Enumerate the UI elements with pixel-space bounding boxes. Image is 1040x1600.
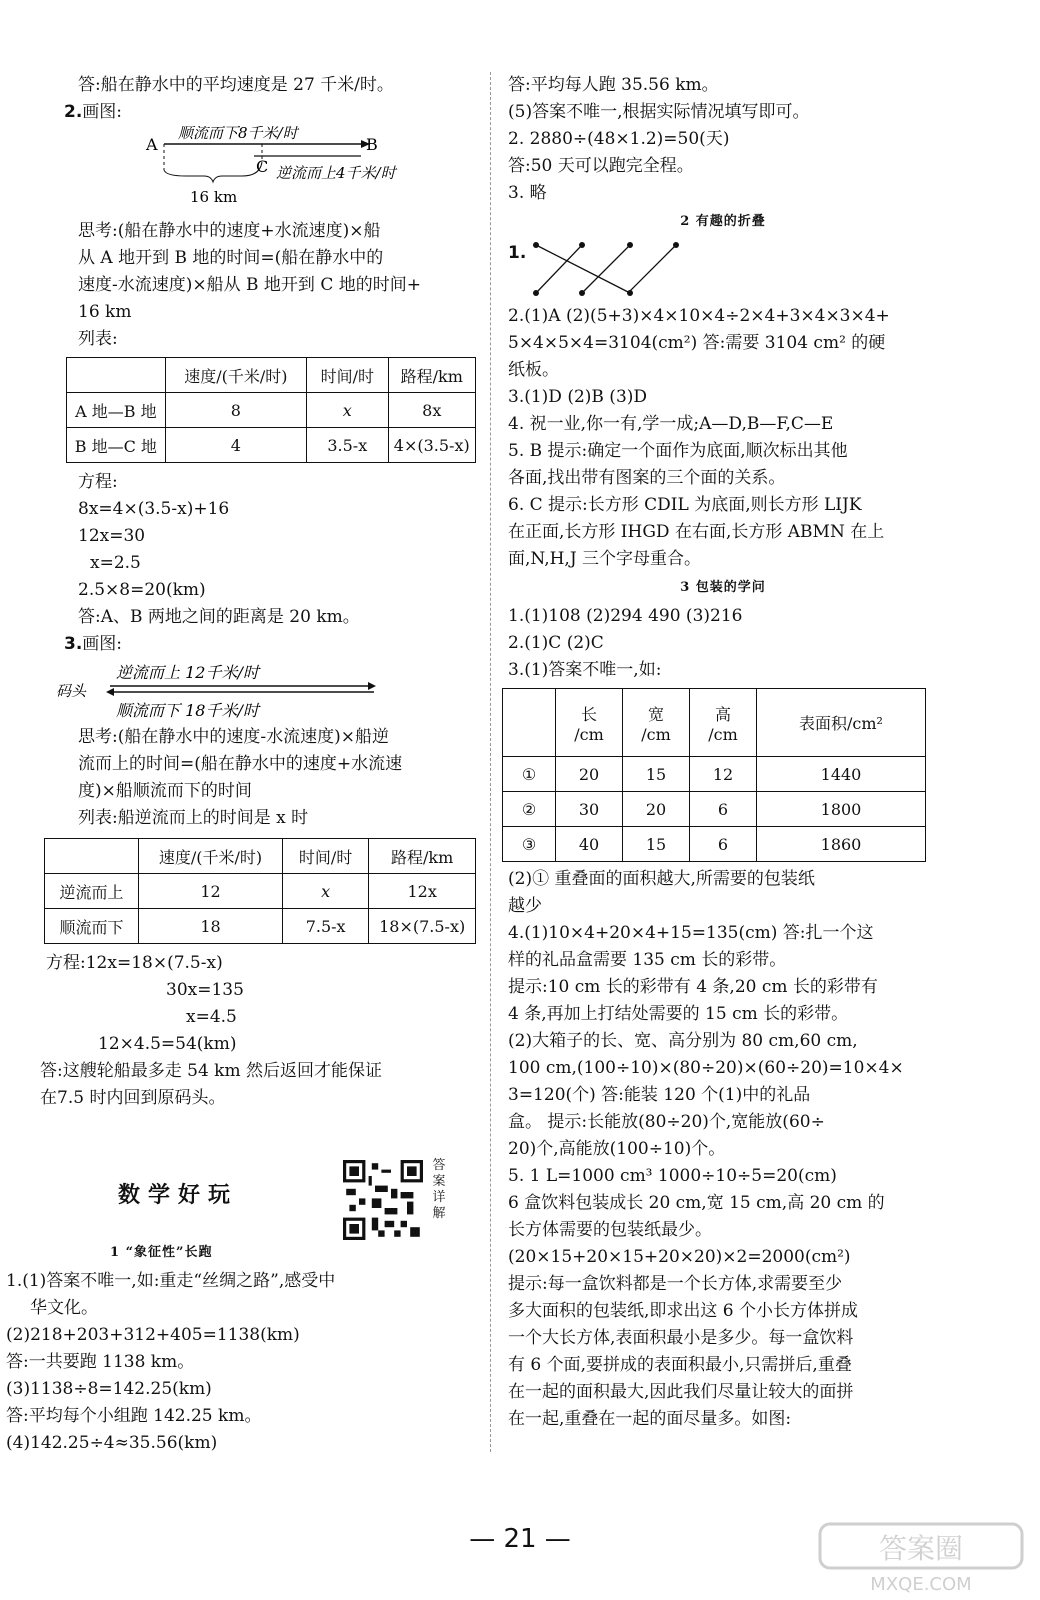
- answer-line: 答:平均每个小组跑 142.25 km。: [6, 1406, 262, 1426]
- answer-line: 4. 祝一业,你一有,学一成;A—D,B—F,C—E: [508, 414, 834, 434]
- table-river: [44, 838, 476, 944]
- think-line: 速度-水流速度)×船从 B 地开到 C 地的时间+: [78, 275, 421, 295]
- answer-line: 6. C 提示:长方形 CDIL 为底面,则长方形 LIJK: [508, 495, 862, 515]
- table-cell: 时间/时: [282, 839, 368, 874]
- hint-line: 4 条,再加上打结处需要的 15 cm 长的彩带。: [508, 1004, 849, 1024]
- question-label: 画图:: [82, 102, 123, 122]
- svg-text:MXQE.COM: MXQE.COM: [870, 1574, 972, 1595]
- table-cell: 15: [623, 827, 690, 862]
- answer-line: 100 cm,(100÷10)×(80÷20)×(60÷20)=10×4×: [508, 1058, 904, 1078]
- table-cell: 逆流而上: [45, 874, 139, 909]
- answer-line: 1.(1)答案不唯一,如:重走“丝绸之路”,感受中: [6, 1271, 336, 1291]
- table-cell: 4: [165, 428, 306, 463]
- table-cell: 8: [165, 393, 306, 428]
- answer-line: 5. 1 L=1000 cm³ 1000÷10÷5=20(cm): [508, 1166, 837, 1186]
- left-column-bottom: [6, 1238, 476, 1457]
- equation-label: 方程:: [78, 472, 118, 492]
- answer-line: 答:A、B 两地之间的距离是 20 km。: [78, 607, 360, 627]
- table-cell: 6: [690, 827, 757, 862]
- table-cell: 6: [690, 792, 757, 827]
- left-column: [6, 72, 476, 1112]
- answer-line: 答:这艘轮船最多走 54 km 然后返回才能保证: [40, 1061, 382, 1081]
- qr-code-icon[interactable]: [343, 1160, 423, 1240]
- table-cell: 路程/km: [369, 839, 476, 874]
- table-cell: 速度/(千米/时): [139, 839, 283, 874]
- qr-caption: 答案详解: [432, 1158, 446, 1221]
- matching-lines-svg: [528, 237, 728, 303]
- answer-line: 4.(1)10×4+20×4+15=135(cm) 答:扎一个这: [508, 923, 874, 943]
- table-cell: 7.5-x: [282, 909, 368, 944]
- hint-line: 提示:每一盒饮料都是一个长方体,求需要至少: [508, 1274, 843, 1294]
- table-cell: 路程/km: [388, 358, 475, 393]
- table-cell: A 地—B 地: [67, 393, 166, 428]
- table-cell: 18: [139, 909, 283, 944]
- think-line: 思考:(船在静水中的速度+水流速度)×船: [78, 221, 381, 241]
- answer-line: (5)答案不唯一,根据实际情况填写即可。: [508, 102, 810, 122]
- answer-line: 5×4×5×4=3104(cm²) 答:需要 3104 cm² 的硬: [508, 333, 886, 353]
- table-cell: 15: [623, 757, 690, 792]
- answer-line: 各面,找出带有图案的三个面的关系。: [508, 468, 786, 488]
- table-surface-area: [502, 688, 926, 862]
- table-cell: 1800: [757, 792, 926, 827]
- equation-line: x=4.5: [186, 1007, 237, 1027]
- table-row: [67, 428, 476, 463]
- answer-line: (2)大箱子的长、宽、高分别为 80 cm,60 cm,: [508, 1031, 858, 1051]
- table-cell: 1440: [757, 757, 926, 792]
- think-line: 思考:(船在静水中的速度-水流速度)×船逆: [78, 727, 389, 747]
- answer-line: 样的礼品盒需要 135 cm 长的彩带。: [508, 950, 787, 970]
- answer-line: 答:船在静水中的平均速度是 27 千米/时。: [78, 75, 394, 95]
- question-label: 画图:: [82, 634, 123, 654]
- table-row: [45, 909, 476, 944]
- question-number: 1.: [508, 243, 527, 263]
- think-line: 16 km: [78, 302, 132, 322]
- table-cell: x: [307, 393, 388, 428]
- table-cell: 18×(7.5-x): [369, 909, 476, 944]
- dock-label: 码头: [56, 682, 87, 700]
- answer-line: 在正面,长方形 IHGD 在右面,长方形 ABMN 在上: [508, 522, 885, 542]
- table-row: [503, 827, 926, 862]
- answer-line: (4)142.25÷4≈35.56(km): [6, 1433, 218, 1453]
- answer-line: 3.(1)D (2)B (3)D: [508, 387, 648, 407]
- diagram-svg: [6, 126, 476, 218]
- page-number: — 21 —: [469, 1524, 571, 1554]
- table-cell: 1860: [757, 827, 926, 862]
- table-cell: 长 /cm: [556, 689, 623, 757]
- equation-line: 12×4.5=54(km): [98, 1034, 237, 1054]
- answer-line: 3.(1)答案不唯一,如:: [508, 660, 662, 680]
- answer-line: 长方体需要的包装纸最少。: [508, 1220, 712, 1240]
- arrowhead-down: [106, 688, 114, 696]
- subsection-title: 3 包装的学问: [680, 580, 766, 595]
- answer-line: (2)① 重叠面的面积越大,所需要的包装纸: [508, 869, 815, 889]
- answer-line: 3. 略: [508, 183, 547, 203]
- hint-line: 一个大长方体,表面积最小是多少。每一盒饮料: [508, 1328, 854, 1348]
- answer-line: 答:50 天可以跑完全程。: [508, 156, 694, 176]
- table-cell: 高 /cm: [690, 689, 757, 757]
- hint-line: 有 6 个面,要拼成的表面积最小,只需拼后,重叠: [508, 1355, 852, 1375]
- table-cell: [503, 689, 556, 757]
- subsection-title: 2 有趣的折叠: [680, 214, 766, 229]
- table-row: [45, 874, 476, 909]
- table-cell: 40: [556, 827, 623, 862]
- brace-16km: [164, 162, 262, 182]
- upstream-text: 逆流而上4千米/时: [276, 164, 396, 182]
- table-row: [503, 757, 926, 792]
- table-cell: 3.5-x: [307, 428, 388, 463]
- answer-line: (2)218+203+312+405=1138(km): [6, 1325, 300, 1345]
- table-cell: 12: [690, 757, 757, 792]
- table-cell: 顺流而下: [45, 909, 139, 944]
- equation-line: 8x=4×(3.5-x)+16: [78, 499, 230, 519]
- answer-line: 盒。 提示:长能放(80÷20)个,宽能放(60÷: [508, 1112, 825, 1132]
- diagram-dock: [6, 658, 476, 724]
- table-cell: x: [282, 874, 368, 909]
- table-cell: 时间/时: [307, 358, 388, 393]
- label-b: B: [366, 135, 378, 154]
- downstream-text: 顺流而下8千米/时: [178, 126, 298, 142]
- subsection-title: 1 “象征性”长跑: [110, 1245, 213, 1260]
- hint-line: 在一起,重叠在一起的面尽量多。如图:: [508, 1409, 792, 1429]
- column-divider: [490, 72, 491, 1452]
- equation-line: x=2.5: [90, 553, 141, 573]
- answer-line: 6 盒饮料包装成长 20 cm,宽 15 cm,高 20 cm 的: [508, 1193, 885, 1213]
- answer-line: 面,N,H,J 三个字母重合。: [508, 549, 702, 569]
- equation-line: 2.5×8=20(km): [78, 580, 206, 600]
- answer-line: 纸板。: [508, 360, 559, 380]
- hint-line: 提示:10 cm 长的彩带有 4 条,20 cm 长的彩带有: [508, 977, 878, 997]
- answer-line: 2.(1)A (2)(5+3)×4×10×4÷2×4+3×4×3×4+: [508, 306, 890, 326]
- downstream-text: 顺流而下 18千米/时: [116, 701, 259, 720]
- matching-diagram: [508, 237, 938, 303]
- think-line: 度)×船顺流而下的时间: [78, 781, 252, 801]
- answer-line: 3=120(个) 答:能装 120 个(1)中的礼品: [508, 1085, 811, 1105]
- answer-line: 5. B 提示:确定一个面作为底面,顺次标出其他: [508, 441, 848, 461]
- upstream-text: 逆流而上 12千米/时: [116, 663, 259, 682]
- table-row: [67, 393, 476, 428]
- svg-text:答案圈: 答案圈: [878, 1532, 964, 1565]
- table-cell: 速度/(千米/时): [165, 358, 306, 393]
- table-cell: 12: [139, 874, 283, 909]
- table-cell: 8x: [388, 393, 475, 428]
- hint-line: 多大面积的包装纸,即求出这 6 个小长方体拼成: [508, 1301, 859, 1321]
- label-a: A: [146, 135, 158, 154]
- answer-line: 华文化。: [30, 1298, 98, 1318]
- table-cell: 宽 /cm: [623, 689, 690, 757]
- answer-line: 在7.5 时内回到原码头。: [40, 1088, 226, 1108]
- answer-line: 越少: [508, 896, 542, 916]
- answer-line: 答:一共要跑 1138 km。: [6, 1352, 195, 1372]
- table-cell: 20: [556, 757, 623, 792]
- table-row: [503, 792, 926, 827]
- watermark-logo: [816, 1520, 1026, 1596]
- equation-line: 30x=135: [166, 980, 244, 1000]
- table-cell: 20: [623, 792, 690, 827]
- table-cell: 表面积/cm²: [757, 689, 926, 757]
- diagram-downstream-upstream: [6, 126, 476, 218]
- section-title-math-fun: 数学好玩: [118, 1183, 239, 1208]
- answer-line: 答:平均每人跑 35.56 km。: [508, 75, 719, 95]
- table-header-row: [45, 839, 476, 874]
- table-ab-bc: [66, 357, 476, 463]
- answer-line: (20×15+20×15+20×20)×2=2000(cm²): [508, 1247, 851, 1267]
- answer-line: 2.(1)C (2)C: [508, 633, 604, 653]
- table-cell: 12x: [369, 874, 476, 909]
- diagram-dock-svg: [6, 658, 476, 724]
- arrowhead-up: [368, 682, 376, 690]
- answer-line: (3)1138÷8=142.25(km): [6, 1379, 212, 1399]
- list-label: 列表:: [78, 329, 118, 349]
- think-line: 从 A 地开到 B 地的时间=(船在静水中的: [78, 248, 384, 268]
- hint-line: 在一起的面积最大,因此我们尽量让较大的面拼: [508, 1382, 854, 1402]
- table-cell: 30: [556, 792, 623, 827]
- label-c: C: [256, 157, 269, 176]
- table-cell: B 地—C 地: [67, 428, 166, 463]
- table-cell: ①: [503, 757, 556, 792]
- table-cell: 4×(3.5-x): [388, 428, 475, 463]
- list-label: 列表:船逆流而上的时间是 x 时: [78, 808, 309, 828]
- table-header-row: [503, 689, 926, 757]
- question-number: 2.: [64, 102, 83, 122]
- answer-line: 1.(1)108 (2)294 490 (3)216: [508, 606, 743, 626]
- answer-line: 20)个,高能放(100÷10)个。: [508, 1139, 726, 1159]
- equation-line: 12x=30: [78, 526, 146, 546]
- table-cell: [67, 358, 166, 393]
- question-number: 3.: [64, 634, 83, 654]
- think-line: 流而上的时间=(船在静水中的速度+水流速: [78, 754, 403, 774]
- table-cell: ②: [503, 792, 556, 827]
- equation-line: 方程:12x=18×(7.5-x): [46, 953, 223, 973]
- answer-line: 2. 2880÷(48×1.2)=50(天): [508, 129, 730, 149]
- table-cell: ③: [503, 827, 556, 862]
- table-header-row: [67, 358, 476, 393]
- distance-text: 16 km: [190, 188, 238, 206]
- table-cell: [45, 839, 139, 874]
- right-column: [508, 72, 938, 1433]
